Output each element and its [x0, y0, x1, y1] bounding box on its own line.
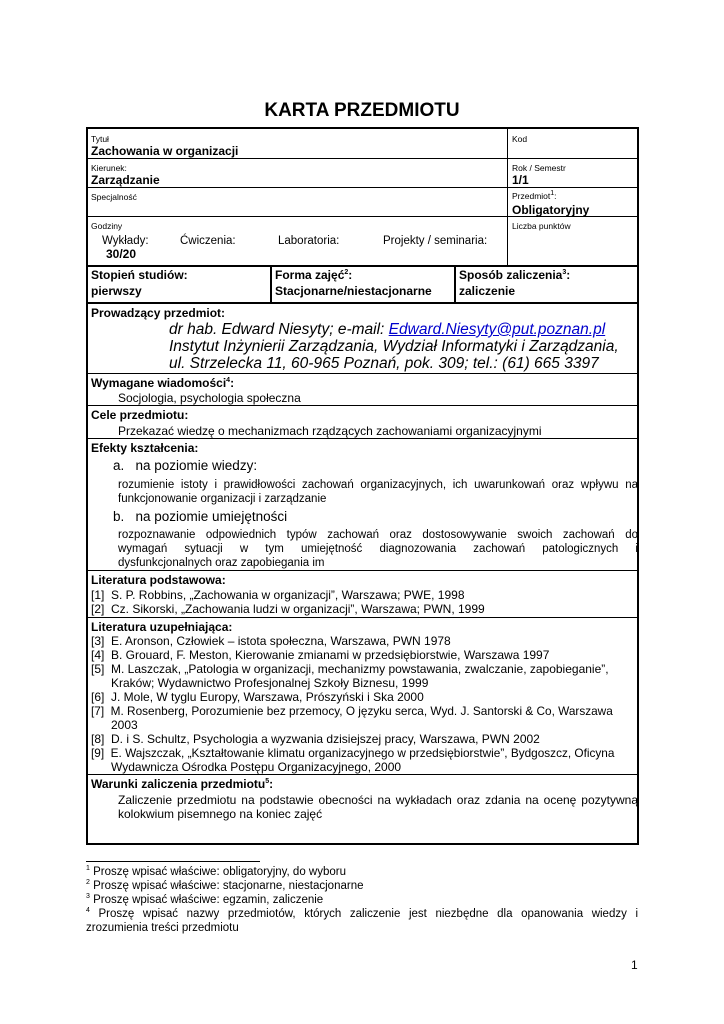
przedmiot-value: Obligatoryjny — [512, 203, 590, 217]
prowadzacy-line1: dr hab. Edward Niesyty; e-mail: Edward.Niesyty@put.poznan.pl — [169, 321, 606, 338]
kierunek-value: Zarządzanie — [91, 173, 160, 187]
footnote-2: $^2$ Proszę wpisać właściwe: stacjonarne, niestacjonarne — [86, 879, 364, 892]
tytul-label: Tytuł — [91, 134, 109, 144]
lit-uzup-item: [3] E. Aronson, Człowiek – istota społeczna, Warszawa, PWN 1978 — [91, 634, 451, 648]
col-divider — [270, 266, 272, 303]
lit-uzup-item: [6] J. Mole, W tyglu Europy, Warszawa, Prószyński i Ska 2000 — [91, 690, 424, 704]
footnote-1: $^1$ Proszę wpisać właściwe: obligatoryjny, do wyboru — [86, 865, 346, 878]
page-title: KARTA PRZEDMIOTU — [264, 100, 460, 121]
warunki-line1: Zaliczenie przedmiotu na podstawie obecności na wykładach oraz zdania na ocenę pozytywną — [118, 793, 638, 807]
efekty-label: Efekty kształcenia: — [91, 441, 199, 455]
wymagane-label: Wymagane wiadomości$^4$: — [91, 376, 235, 390]
page-number: 1 — [631, 958, 638, 972]
cwiczenia-label: Ćwiczenia: — [180, 235, 236, 247]
wymagane-text: Socjologia, psychologia społeczna — [118, 391, 301, 405]
wyklady-label: Wykłady: — [102, 235, 149, 247]
col-divider — [454, 266, 456, 303]
cele-text: Przekazać wiedzę o mechanizmach rządzących zachowaniami organizacyjnymi — [118, 424, 542, 438]
email-link[interactable]: Edward.Niesyty@put.poznan.pl — [388, 321, 606, 338]
efekty-b-line2: wymagań sytuacji w tym umiejętność diagnozowania zachowań patologicznych i — [118, 543, 638, 555]
row-line — [87, 187, 638, 188]
lit-uzup-item-cont: 2003 — [111, 718, 138, 732]
stopien-label: Stopień studiów: — [91, 268, 188, 282]
section-divider — [87, 438, 638, 439]
section-divider — [87, 405, 638, 406]
lit-uzup-item-cont: Kraków; Wydawnictwo Profesjonalnej Szkoły Biznesu, 1999 — [111, 676, 429, 690]
lit-uzup-item: [4] B. Grouard, F. Meston, Kierowanie zmianami w przedsiębiorstwie, Warszawa 1997 — [91, 648, 550, 662]
section-divider — [87, 570, 638, 571]
przedmiot-label: Przedmiot$^1$: — [512, 190, 557, 201]
section-divider — [87, 774, 638, 775]
footnote-4: $^4$ Proszę wpisać nazwy przedmiotów, których zaliczenie jest niezbędne dla opanowania wiedzy i — [86, 907, 638, 920]
projekty-label: Projekty / seminaria: — [383, 235, 488, 247]
lit-uzup-item: [9] E. Wajszczak, „Kształtowanie klimatu organizacyjnego w przedsiębiorstwie”, Bydgoszcz, Oficyna — [91, 746, 615, 760]
footnote-rule — [86, 861, 260, 862]
kod-label: Kod — [512, 134, 528, 144]
liczba-punktow-label: Liczba punktów — [512, 221, 571, 231]
efekty-b-line1: rozpoznawanie odpowiednich typów zachowań oraz dostosowywanie swoich zachowań do — [118, 529, 638, 541]
footnote-4-cont: zrozumienia treści przedmiotu — [86, 922, 239, 934]
cele-label: Cele przedmiotu: — [91, 408, 189, 422]
lit-uzup-item: [7] M. Rosenberg, Porozumienie bez przemocy, O języku serca, Wyd. J. Santorski & Co, Warszawa — [91, 704, 613, 718]
lit-uzup-item-cont: Wydawnicza Ośrodka Postępu Organizacyjnego, 2000 — [111, 760, 402, 774]
section-divider — [87, 373, 638, 374]
lit-podst-item: [1] S. P. Robbins, „Zachowania w organizacji”, Warszawa; PWE, 1998 — [91, 588, 465, 602]
tytul-value: Zachowania w organizacji — [91, 144, 239, 158]
godziny-label: Godziny — [91, 221, 123, 231]
row-line — [87, 158, 638, 159]
footnote-3: $^3$ Proszę wpisać właściwe: egzamin, zaliczenie — [86, 893, 324, 906]
lit-uzup-item: [8] D. i S. Schultz, Psychologia a wyzwania dzisiejszej pracy, Warszawa, PWN 2002 — [91, 732, 540, 746]
efekty-b-line3: dysfunkcjonalnych oraz zapobiegania im — [118, 557, 325, 569]
sposob-label: Sposób zaliczenia$^3$: — [459, 268, 571, 282]
efekty-a-line2: funkcjonowanie organizacji i zarządzanie — [118, 493, 327, 505]
sposob-value: zaliczenie — [459, 284, 516, 298]
laboratoria-label: Laboratoria: — [278, 235, 340, 247]
lit-podst-item: [2] Cz. Sikorski, „Zachowania ludzi w organizacji”, Warszawa; PWN, 1999 — [91, 602, 485, 616]
prowadzacy-label: Prowadzący przedmiot: — [91, 306, 226, 320]
prowadzacy-line3: ul. Strzelecka 11, 60-965 Poznań, pok. 309; tel.: (61) 665 3397 — [169, 355, 599, 372]
specjalnosc-label: Specjalność — [91, 192, 137, 202]
forma-value: Stacjonarne/niestacjonarne — [275, 284, 432, 298]
forma-label: Forma zajęć$^2$: — [275, 268, 353, 282]
rok-value: 1/1 — [512, 173, 529, 187]
lit-uzup-label: Literatura uzupełniająca: — [91, 620, 233, 634]
lit-podst-label: Literatura podstawowa: — [91, 573, 226, 587]
rok-label: Rok / Semestr — [512, 163, 566, 173]
warunki-label: Warunki zaliczenia przedmiotu$^5$: — [91, 777, 274, 791]
kierunek-label: Kierunek: — [91, 163, 127, 173]
prowadzacy-line2: Instytut Inżynierii Zarządzania, Wydział Informatyki i Zarządzania, — [169, 338, 619, 355]
lit-uzup-item: [5] M. Laszczak, „Patologia w organizacji, mechanizmy powstawania, zwalczanie, zapobieganie”, — [91, 662, 609, 676]
header-divider — [507, 128, 508, 265]
warunki-line2: kolokwium pisemnego na koniec zajęć — [118, 807, 323, 821]
section-divider — [87, 617, 638, 618]
efekty-a-line1: rozumienie istoty i prawidłowości zachowań organizacyjnych, ich uwarunkowań oraz wpływu na — [118, 479, 638, 491]
efekty-a-label: a. na poziomie wiedzy: — [113, 458, 258, 473]
efekty-b-label: b. na poziomie umiejętności — [113, 509, 288, 524]
godziny-value: 30/20 — [106, 247, 137, 261]
stopien-value: pierwszy — [91, 284, 142, 298]
